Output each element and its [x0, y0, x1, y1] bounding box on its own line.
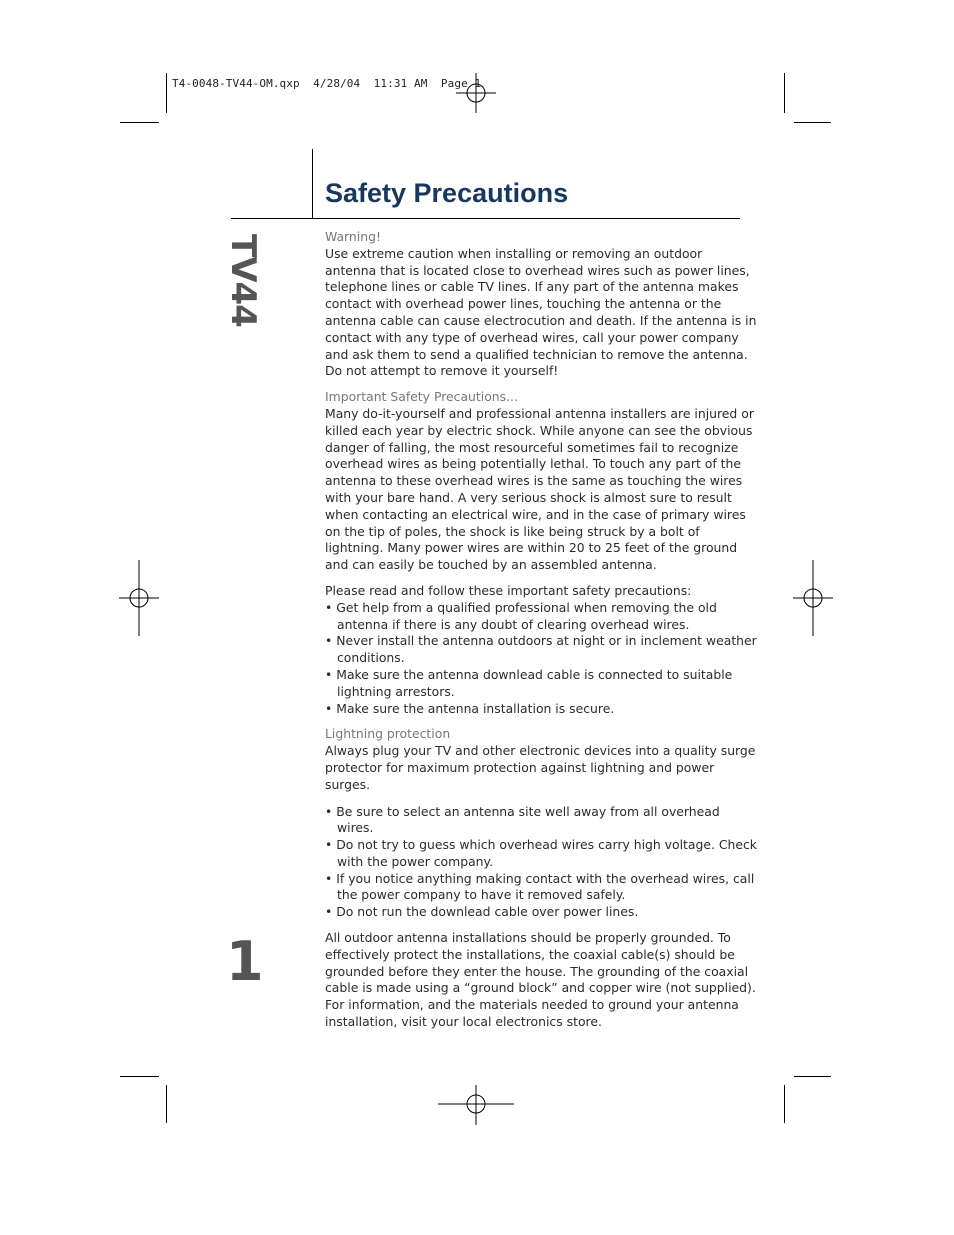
crop-mark-top-right-v: [784, 73, 785, 113]
warning-text: Use extreme caution when installing or removing an outdoor antenna that is located close to overhead wires such as power lines, telephone lines or cable TV lines. If any part of the antenna makes contact with overhead power lines, touching the antenna or the antenna cable can cause electrocution and death. If the antenna is in contact with any type of overhead wires, call your power company and ask them to send a qualified technician to remove the antenna. Do not attempt to remove it yourself!: [325, 245, 757, 379]
side-model-text: TV44: [223, 234, 263, 327]
crop-mark-bottom-left-h: [120, 1076, 159, 1077]
registration-mark-right-icon: [793, 560, 833, 636]
grounding-text: All outdoor antenna installations should be properly grounded. To effectively protect the installations, the coaxial cable(s) should be grounded before they enter the house. The grounding of the coaxial cable is made using a “ground block” and copper wire (not supplied). For information, and the materials needed to ground your antenna installation, visit your local electronics store.: [325, 930, 756, 1030]
registration-mark-bottom-icon: [438, 1085, 514, 1125]
follow-list: [325, 600, 757, 718]
list-item: • Get help from a qualified professional when removing the old antenna if there is any doubt of clearing overhead wires.: [325, 600, 757, 634]
list-item: • Never install the antenna outdoors at night or in inclement weather conditions.: [325, 633, 757, 667]
registration-mark-top-icon: [456, 73, 496, 113]
registration-mark-left-icon: [119, 560, 159, 636]
header-vertical-rule: [312, 149, 313, 219]
body-content: [325, 229, 757, 1040]
page-number: 1: [226, 930, 262, 993]
list-item: • If you notice anything making contact with the overhead wires, call the power company to have it removed safely.: [325, 871, 757, 905]
header-horizontal-rule: [231, 218, 740, 219]
crop-mark-bottom-left-v: [166, 1085, 167, 1123]
page-title: Safety Precautions: [325, 178, 569, 208]
lightning-section: [325, 726, 757, 793]
crop-mark-bottom-right-h: [794, 1076, 831, 1077]
follow-intro: Please read and follow these important safety precautions:: [325, 582, 692, 598]
crop-mark-bottom-right-v: [784, 1085, 785, 1123]
crop-mark-top-left-v: [166, 73, 167, 113]
crop-mark-top-right-h: [794, 122, 831, 123]
file-slug: T4-0048-TV44-OM.qxp 4/28/04 11:31 AM Page 1: [172, 77, 482, 90]
warning-section: [325, 229, 757, 380]
lightning-heading: Lightning protection: [325, 726, 451, 742]
lightning-list: [325, 804, 757, 922]
list-item: • Make sure the antenna downlead cable is connected to suitable lightning arrestors.: [325, 667, 757, 701]
lightning-text: Always plug your TV and other electronic devices into a quality surge protector for maximum protection against lightning and power surges.: [325, 743, 756, 792]
list-item: • Do not run the downlead cable over power lines.: [325, 904, 757, 921]
list-item: • Make sure the antenna installation is secure.: [325, 701, 757, 718]
important-text: Many do-it-yourself and professional antenna installers are injured or killed each year by electric shock. While anyone can see the obvious danger of falling, the most resourceful sometimes fail to recognize overhead wires as being potentially lethal. To touch any part of the antenna to these overhead wires is the same as touching the wires with your bare hand. A very serious shock is almost sure to result when contacting an electrical wire, and in the case of primary wires on the tip of poles, the shock is like being struck by a bolt of lightning. Many power wires are within 20 to 25 feet of the ground and can easily be touched by an assembled antenna.: [325, 405, 754, 573]
list-item: • Be sure to select an antenna site well away from all overhead wires.: [325, 804, 757, 838]
list-item: • Do not try to guess which overhead wires carry high voltage. Check with the power company.: [325, 837, 757, 871]
crop-mark-top-left-h: [120, 122, 159, 123]
warning-heading: Warning!: [325, 229, 381, 244]
important-section: [325, 389, 757, 574]
important-heading: Important Safety Precautions...: [325, 389, 518, 405]
side-model-label: [223, 234, 266, 327]
